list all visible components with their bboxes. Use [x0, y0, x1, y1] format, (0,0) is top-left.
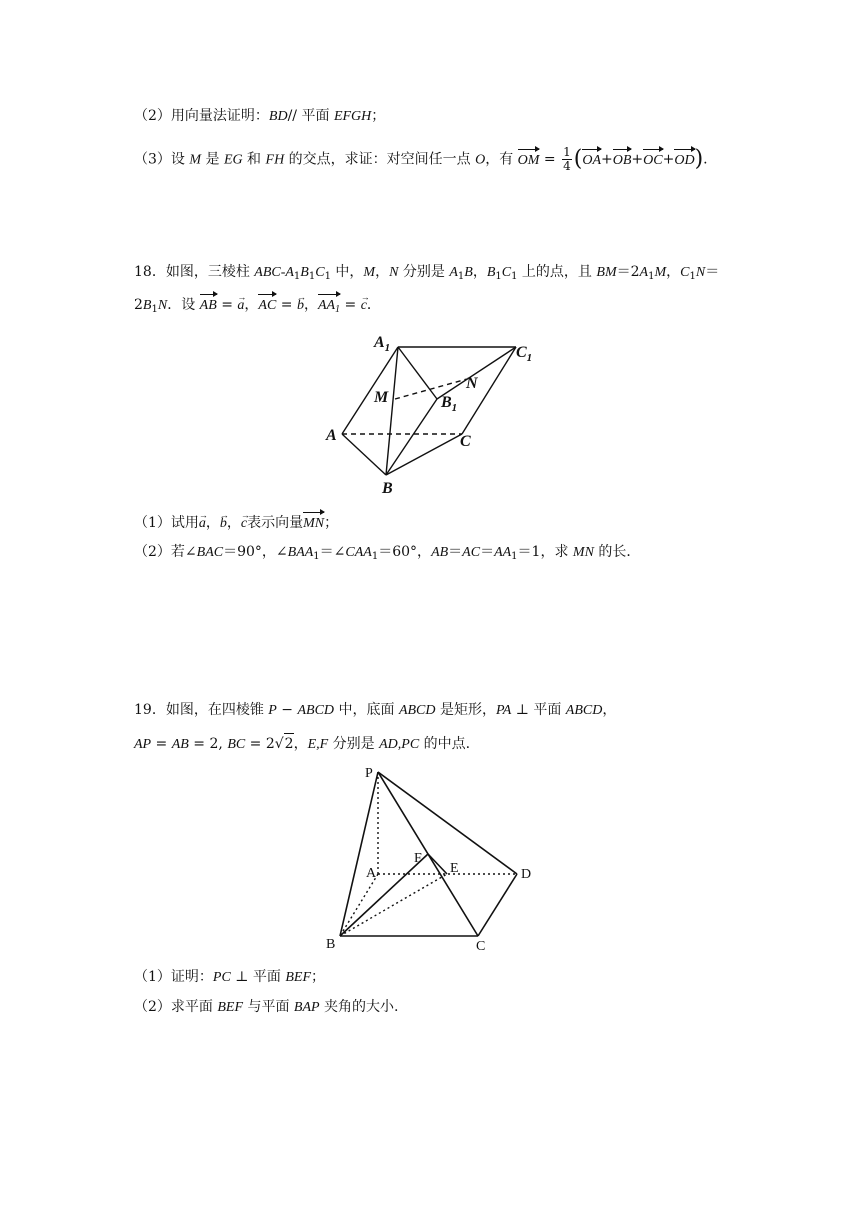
q19-line1 — [134, 700, 616, 721]
q18-b1c1-b: B — [486, 265, 496, 280]
q18-p2-ab: AB — [431, 545, 449, 560]
q18-line2 — [134, 294, 381, 316]
q17-plus-3: + — [662, 151, 675, 168]
q18-l2-t1: ．设 — [167, 297, 200, 313]
q18-p2-t5: ＝ — [480, 544, 495, 560]
q19-abcd-3: ABCD — [565, 703, 603, 718]
q18-t7: ， — [666, 264, 681, 280]
q19-bc: BC — [227, 737, 246, 752]
q18-c1n-c: C — [680, 265, 690, 280]
label-m: M — [374, 389, 389, 406]
q17-t3: 的交点，求证：对空间任一点 — [284, 151, 476, 168]
q18-b1n-sub: 1 — [151, 304, 158, 315]
q18-p1-vec-mn: MN — [303, 512, 324, 534]
q18-eq-3: = — [340, 297, 361, 313]
q17-t2: 和 — [242, 151, 266, 168]
q19-intro: 19．如图，在四棱锥 — [134, 702, 269, 718]
q17-fraction — [562, 146, 572, 173]
q17-o: O — [475, 152, 486, 168]
q18-a1m-sub: 1 — [648, 271, 655, 282]
q18-p2-t4: ＝ — [448, 544, 463, 560]
q17-parallel: // 平面 — [287, 108, 334, 124]
q18-part2 — [134, 542, 640, 563]
q18-prism-c: C — [315, 265, 325, 280]
q18-p2-t6: ＝1，求 — [517, 544, 573, 560]
label-d: D — [521, 867, 532, 882]
q19-p2-end: 夹角的大小. — [319, 999, 399, 1015]
q18-a1b-a: A — [449, 265, 458, 280]
q18-intro: 18．如图，三棱柱 — [134, 264, 255, 280]
q18-sub2: 1 — [308, 271, 316, 282]
edge-a1b — [386, 347, 398, 475]
q17-part2-label: （2）用向量法证明： — [134, 108, 269, 124]
q18-vec-aa1-sub: 1 — [335, 304, 341, 315]
q17-frac-num: 1 — [563, 145, 571, 159]
q17-vec-od: OD — [674, 149, 694, 171]
q19-p: P — [268, 703, 277, 718]
q18-t4: ， — [472, 264, 487, 280]
q18-vec-aa1-text: AA — [317, 298, 336, 313]
q18-l2-end: ． — [366, 297, 381, 313]
q17-bd: BD — [268, 109, 288, 124]
q19-p1-pc: PC — [212, 970, 231, 985]
edge-pd — [378, 772, 517, 874]
q19-l2-end: 的中点. — [419, 736, 471, 752]
q18-l2-two: 2 — [134, 297, 143, 313]
q18-b1c1-sub: 1 — [495, 271, 502, 282]
q18-p2-t3: ＝60°， — [378, 544, 432, 560]
q18-p1-vec-c: → c — [241, 514, 247, 534]
q19-p1-t1: 平面 — [252, 969, 286, 985]
q17-vec-oa: OA — [582, 149, 601, 171]
q17-frac-den: 4 — [563, 159, 571, 173]
q18-p1-label: （1）试用 — [134, 515, 199, 531]
q18-t5: 上的点，且 — [517, 264, 597, 280]
q19-part1 — [134, 967, 325, 988]
q18-bm: BM — [596, 265, 617, 280]
q17-rparen: ) — [694, 146, 704, 172]
q18-p2-label: （2）若∠ — [134, 544, 197, 560]
q19-ab: AB — [171, 737, 189, 752]
q18-t2: ， — [375, 264, 390, 280]
label-b: B — [382, 480, 393, 497]
q18-a1m-m: M — [654, 265, 667, 280]
q18-p1-vec-a: → a — [199, 514, 206, 534]
label-e: E — [450, 861, 459, 876]
q18-t6: ＝2 — [616, 264, 640, 280]
q18-m: M — [363, 265, 376, 280]
q18-a1m-a: A — [639, 265, 649, 280]
q19-dash: − — [276, 702, 298, 718]
q19-adpc: AD,PC — [379, 737, 420, 752]
label-c1: $C_1$ — [516, 344, 533, 364]
q19-eq2: = 2, — [188, 736, 228, 752]
q18-vec-aa1 — [318, 294, 340, 316]
q18-line1 — [134, 262, 719, 283]
q18-sub1: 1 — [293, 271, 301, 282]
q17-vec-ob: OB — [613, 149, 632, 171]
q17-part2-end: ； — [371, 108, 386, 124]
q19-ap: AP — [134, 737, 152, 752]
edge-ab — [342, 434, 386, 475]
q18-p1-t2: ， — [226, 515, 241, 531]
q18-prism-b: B — [300, 265, 309, 280]
q19-abcd-2: ABCD — [398, 703, 436, 718]
q18-eq-1: = — [216, 297, 238, 313]
q18-p1-vec-b: → b — [220, 514, 227, 534]
label-a: A — [326, 427, 337, 444]
q18-p2-t1: ＝90°，∠ — [223, 544, 288, 560]
q18-vec-ab: AB — [200, 294, 217, 316]
segment-mn-dashed — [395, 379, 467, 399]
q17-m: M — [189, 152, 202, 168]
q18-p2-t2: ＝∠ — [319, 544, 346, 560]
q17-plus-2: + — [631, 151, 644, 168]
label-p: P — [365, 766, 373, 781]
q19-pa: PA — [495, 703, 512, 718]
q18-part1 — [134, 512, 338, 534]
q17-part2 — [134, 106, 385, 127]
q18-t1: 中， — [330, 264, 364, 280]
q18-p2-mn: MN — [572, 545, 594, 560]
q17-period: . — [703, 151, 708, 168]
q19-p2-label: （2）求平面 — [134, 999, 218, 1015]
q18-eq-2: = — [276, 297, 297, 313]
q17-vec-om: OM — [518, 149, 540, 171]
q17-part3-label: （3）设 — [134, 151, 190, 168]
q18-p2-sub1: 1 — [313, 551, 320, 562]
q19-p2-bap: BAP — [293, 1000, 320, 1015]
q17-t1: 是 — [201, 151, 224, 168]
q19-perp: ⊥ — [511, 702, 534, 718]
q19-p1-label: （1）证明： — [134, 969, 213, 985]
segment-be-hidden — [340, 874, 447, 936]
q18-p2-sub2: 1 — [371, 551, 379, 562]
label-b: B — [326, 937, 336, 952]
q18-t8: ＝ — [705, 264, 720, 280]
q17-eq: = — [539, 151, 561, 168]
q18-p2-end: 的长． — [593, 544, 641, 560]
q18-c1n-sub: 1 — [689, 271, 696, 282]
q19-t1: 中，底面 — [334, 702, 399, 718]
q18-prism-figure — [310, 325, 560, 500]
edge-b1b — [386, 399, 437, 475]
q19-ef: E,F — [307, 737, 329, 752]
q17-fh: FH — [265, 152, 285, 168]
q18-p2-bac: BAC — [196, 545, 224, 560]
q18-t3: 分别是 — [398, 264, 450, 280]
q19-eq3: = 2 — [245, 736, 275, 752]
q18-b1c1-c: C — [501, 265, 512, 280]
q18-b1n-b: B — [142, 298, 152, 313]
q17-eg: EG — [223, 152, 243, 168]
q17-plus-1: + — [601, 151, 613, 168]
q19-t4: ， — [602, 702, 617, 718]
q18-vec-b: → b — [297, 296, 304, 316]
label-n: N — [466, 375, 478, 392]
q18-vec-a: → a — [237, 296, 244, 316]
q18-a1b-sub: 1 — [457, 271, 465, 282]
q19-sqrt-val: 2 — [284, 733, 294, 754]
q18-sub3: 1 — [324, 271, 331, 282]
q19-l2-t2: 分别是 — [328, 736, 380, 752]
edge-a1a — [342, 347, 398, 434]
q19-p2-bef: BEF — [217, 1000, 244, 1015]
q18-p1-t3: 表示向量 — [247, 515, 304, 531]
q19-part2 — [134, 997, 398, 1018]
label-a1: $A_1$ — [374, 334, 391, 354]
q19-p1-bef: BEF — [285, 970, 311, 985]
q18-b1n-n: N — [157, 298, 168, 313]
q19-t3: 平面 — [533, 702, 566, 718]
q19-p2-t1: 与平面 — [243, 999, 294, 1015]
q18-b1c1-sub2: 1 — [511, 271, 518, 282]
q18-p1-t1: ， — [205, 515, 220, 531]
q18-p2-aa: AA — [494, 545, 512, 560]
q18-p2-ac: AC — [462, 545, 481, 560]
q18-c1n-n: N — [695, 265, 706, 280]
q17-part3 — [134, 146, 708, 173]
q19-line2 — [134, 733, 470, 755]
q18-vec-ac: AC — [258, 294, 276, 316]
q19-t2: 是矩形， — [435, 702, 496, 718]
q19-sqrt-sign: √ — [274, 736, 284, 752]
q18-p2-sub3: 1 — [511, 551, 518, 562]
edge-pb — [340, 772, 378, 936]
q18-n: N — [389, 265, 399, 280]
label-b1: $B_1$ — [441, 394, 458, 414]
q18-prism-a: ABC-A — [254, 265, 294, 280]
q18-l2-t3: ， — [303, 297, 318, 313]
label-a: A — [366, 866, 377, 881]
q18-vec-c: → c — [361, 296, 367, 316]
q17-t4: ，有 — [485, 151, 518, 168]
edge-a1b1 — [398, 347, 437, 399]
segment-bf — [340, 854, 428, 936]
q17-lparen: ( — [573, 146, 583, 172]
q18-a1b-b: B — [464, 265, 473, 280]
q18-p2-caa: CAA — [345, 545, 372, 560]
q18-p1-end: ； — [324, 515, 339, 531]
q17-vec-oc: OC — [643, 149, 662, 171]
q19-abcd-1: ABCD — [297, 703, 335, 718]
q19-p1-end: ； — [311, 969, 325, 985]
label-c: C — [460, 433, 471, 450]
q18-p2-baa: BAA — [287, 545, 314, 560]
label-c: C — [476, 939, 486, 954]
q19-l2-t1: ， — [293, 736, 308, 752]
edge-bc — [386, 434, 462, 475]
q19-pyramid-figure — [320, 762, 550, 957]
label-f: F — [414, 851, 422, 866]
q19-eq1: = — [151, 736, 172, 752]
q17-efgh: EFGH — [333, 109, 372, 124]
edge-cd — [478, 874, 517, 936]
q18-l2-t2: ， — [244, 297, 259, 313]
q19-p1-perp: ⊥ — [230, 969, 253, 985]
